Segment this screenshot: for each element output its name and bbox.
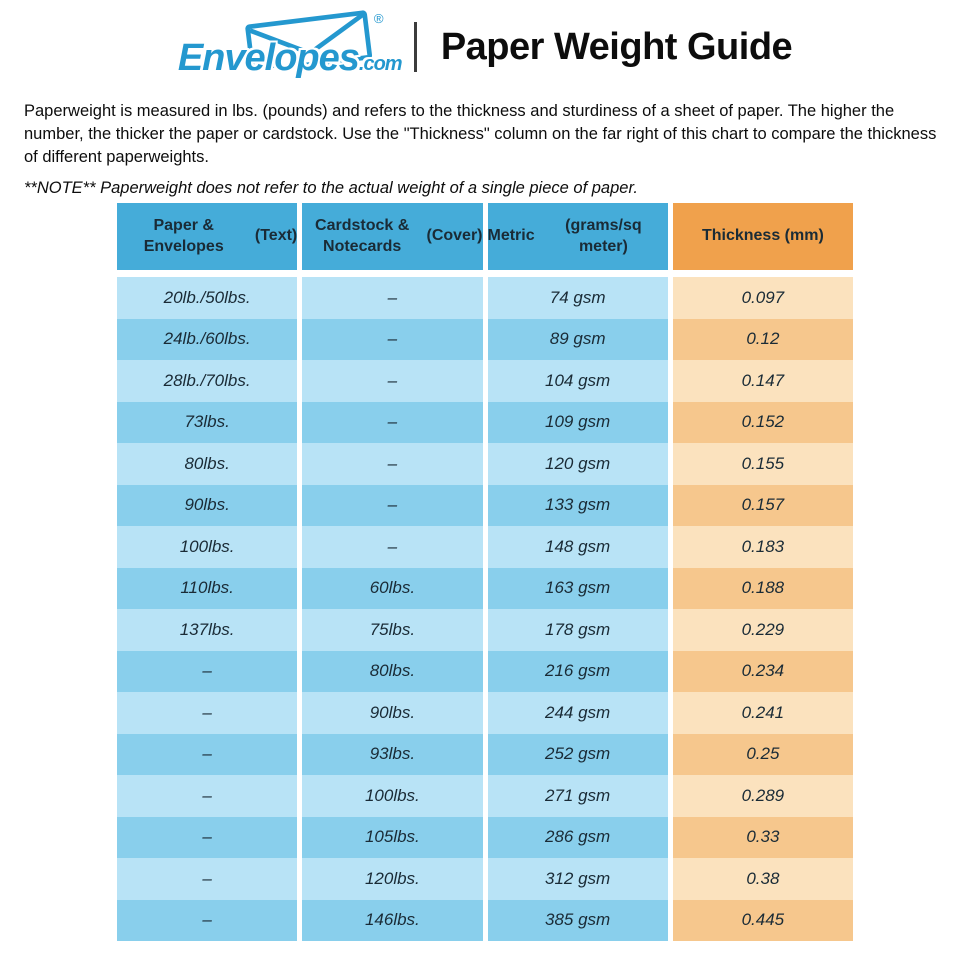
- table-header-row: [117, 203, 853, 270]
- cell-metric: 216 gsm: [488, 651, 668, 693]
- header-metric-line1: Metric: [487, 227, 535, 245]
- cell-cardstock: –: [302, 319, 482, 361]
- page-title: Paper Weight Guide: [440, 25, 793, 68]
- logo-wordmark: [178, 37, 402, 80]
- cell-metric: 252 gsm: [488, 734, 668, 776]
- cell-paper: –: [117, 734, 297, 776]
- cell-paper: 80lbs.: [117, 443, 297, 485]
- intro-note: **NOTE** Paperweight does not refer to the actual weight of a single piece of paper.: [24, 179, 638, 198]
- cell-paper: 137lbs.: [117, 609, 297, 651]
- cell-thickness: 0.183: [673, 526, 853, 568]
- cell-cardstock: 146lbs.: [302, 900, 482, 942]
- cell-paper: 110lbs.: [117, 568, 297, 610]
- cell-cardstock: 60lbs.: [302, 568, 482, 610]
- cell-paper: –: [117, 651, 297, 693]
- svg-text:®: ®: [373, 11, 384, 27]
- cell-metric: 74 gsm: [488, 277, 668, 319]
- cell-thickness: 0.157: [673, 485, 853, 527]
- header-thickness-line2: (mm): [784, 227, 824, 245]
- cell-metric: 163 gsm: [488, 568, 668, 610]
- cell-metric: 244 gsm: [488, 692, 668, 734]
- cell-paper: –: [117, 817, 297, 859]
- header-thickness-line1: Thickness: [701, 227, 781, 245]
- cell-cardstock: 105lbs.: [302, 817, 482, 859]
- cell-cardstock: 75lbs.: [302, 609, 482, 651]
- cell-cardstock: 120lbs.: [302, 858, 482, 900]
- cell-thickness: 0.147: [673, 360, 853, 402]
- envelopes-logo: [177, 11, 402, 82]
- cell-metric: 104 gsm: [488, 360, 668, 402]
- cell-thickness: 0.188: [673, 568, 853, 610]
- header-divider: [414, 22, 417, 72]
- cell-metric: 286 gsm: [488, 817, 668, 859]
- cell-thickness: 0.097: [673, 277, 853, 319]
- header-cell-cardstock: [302, 203, 482, 270]
- cell-paper: 24lb./60lbs.: [117, 319, 297, 361]
- intro-paragraph: Paperweight is measured in lbs. (pounds) and refers to the thickness and sturdiness of a sheet of paper. The higher the number, the thicker the paper or cardstock. Use the "Thickness" column on the far right of this chart to compare the thickness of different paperweights.: [24, 102, 937, 166]
- cell-cardstock: –: [302, 443, 482, 485]
- cell-cardstock: 93lbs.: [302, 734, 482, 776]
- cell-thickness: 0.25: [673, 734, 853, 776]
- cell-paper: –: [117, 858, 297, 900]
- cell-thickness: 0.289: [673, 775, 853, 817]
- cell-metric: 89 gsm: [488, 319, 668, 361]
- header-metric-line2: (grams/sq meter): [565, 216, 642, 255]
- cell-thickness: 0.12: [673, 319, 853, 361]
- header-paper-line2: (Text): [254, 227, 298, 245]
- cell-metric: 148 gsm: [488, 526, 668, 568]
- cell-paper: 100lbs.: [117, 526, 297, 568]
- cell-thickness: 0.241: [673, 692, 853, 734]
- cell-paper: –: [117, 775, 297, 817]
- cell-paper: 20lb./50lbs.: [117, 277, 297, 319]
- header-cell-paper: [117, 203, 297, 270]
- cell-cardstock: –: [302, 526, 482, 568]
- cell-metric: 312 gsm: [488, 858, 668, 900]
- cell-thickness: 0.38: [673, 858, 853, 900]
- cell-thickness: 0.152: [673, 402, 853, 444]
- cell-thickness: 0.155: [673, 443, 853, 485]
- cell-paper: –: [117, 692, 297, 734]
- cell-cardstock: –: [302, 277, 482, 319]
- cell-paper: 73lbs.: [117, 402, 297, 444]
- cell-metric: 133 gsm: [488, 485, 668, 527]
- cell-cardstock: –: [302, 485, 482, 527]
- cell-cardstock: 90lbs.: [302, 692, 482, 734]
- cell-cardstock: –: [302, 360, 482, 402]
- cell-metric: 178 gsm: [488, 609, 668, 651]
- header-cardstock-line1: Cardstock & Notecards: [315, 216, 410, 255]
- cell-metric: 109 gsm: [488, 402, 668, 444]
- logo-brand: Envelopes: [177, 37, 359, 79]
- paper-weight-table: [117, 203, 853, 941]
- cell-cardstock: –: [302, 402, 482, 444]
- cell-paper: 28lb./70lbs.: [117, 360, 297, 402]
- header-cell-thickness: [673, 203, 853, 270]
- cell-paper: 90lbs.: [117, 485, 297, 527]
- table-body: [117, 277, 853, 941]
- cell-metric: 271 gsm: [488, 775, 668, 817]
- page-header: [0, 0, 970, 82]
- cell-thickness: 0.33: [673, 817, 853, 859]
- cell-metric: 385 gsm: [488, 900, 668, 942]
- header-paper-line1: Paper & Envelopes: [143, 216, 224, 255]
- cell-cardstock: 80lbs.: [302, 651, 482, 693]
- cell-thickness: 0.234: [673, 651, 853, 693]
- header-cell-metric: [488, 203, 668, 270]
- header-cardstock-line2: (Cover): [426, 227, 483, 245]
- cell-thickness: 0.229: [673, 609, 853, 651]
- cell-metric: 120 gsm: [488, 443, 668, 485]
- logo-tld: .com: [358, 53, 402, 75]
- cell-cardstock: 100lbs.: [302, 775, 482, 817]
- cell-paper: –: [117, 900, 297, 942]
- cell-thickness: 0.445: [673, 900, 853, 942]
